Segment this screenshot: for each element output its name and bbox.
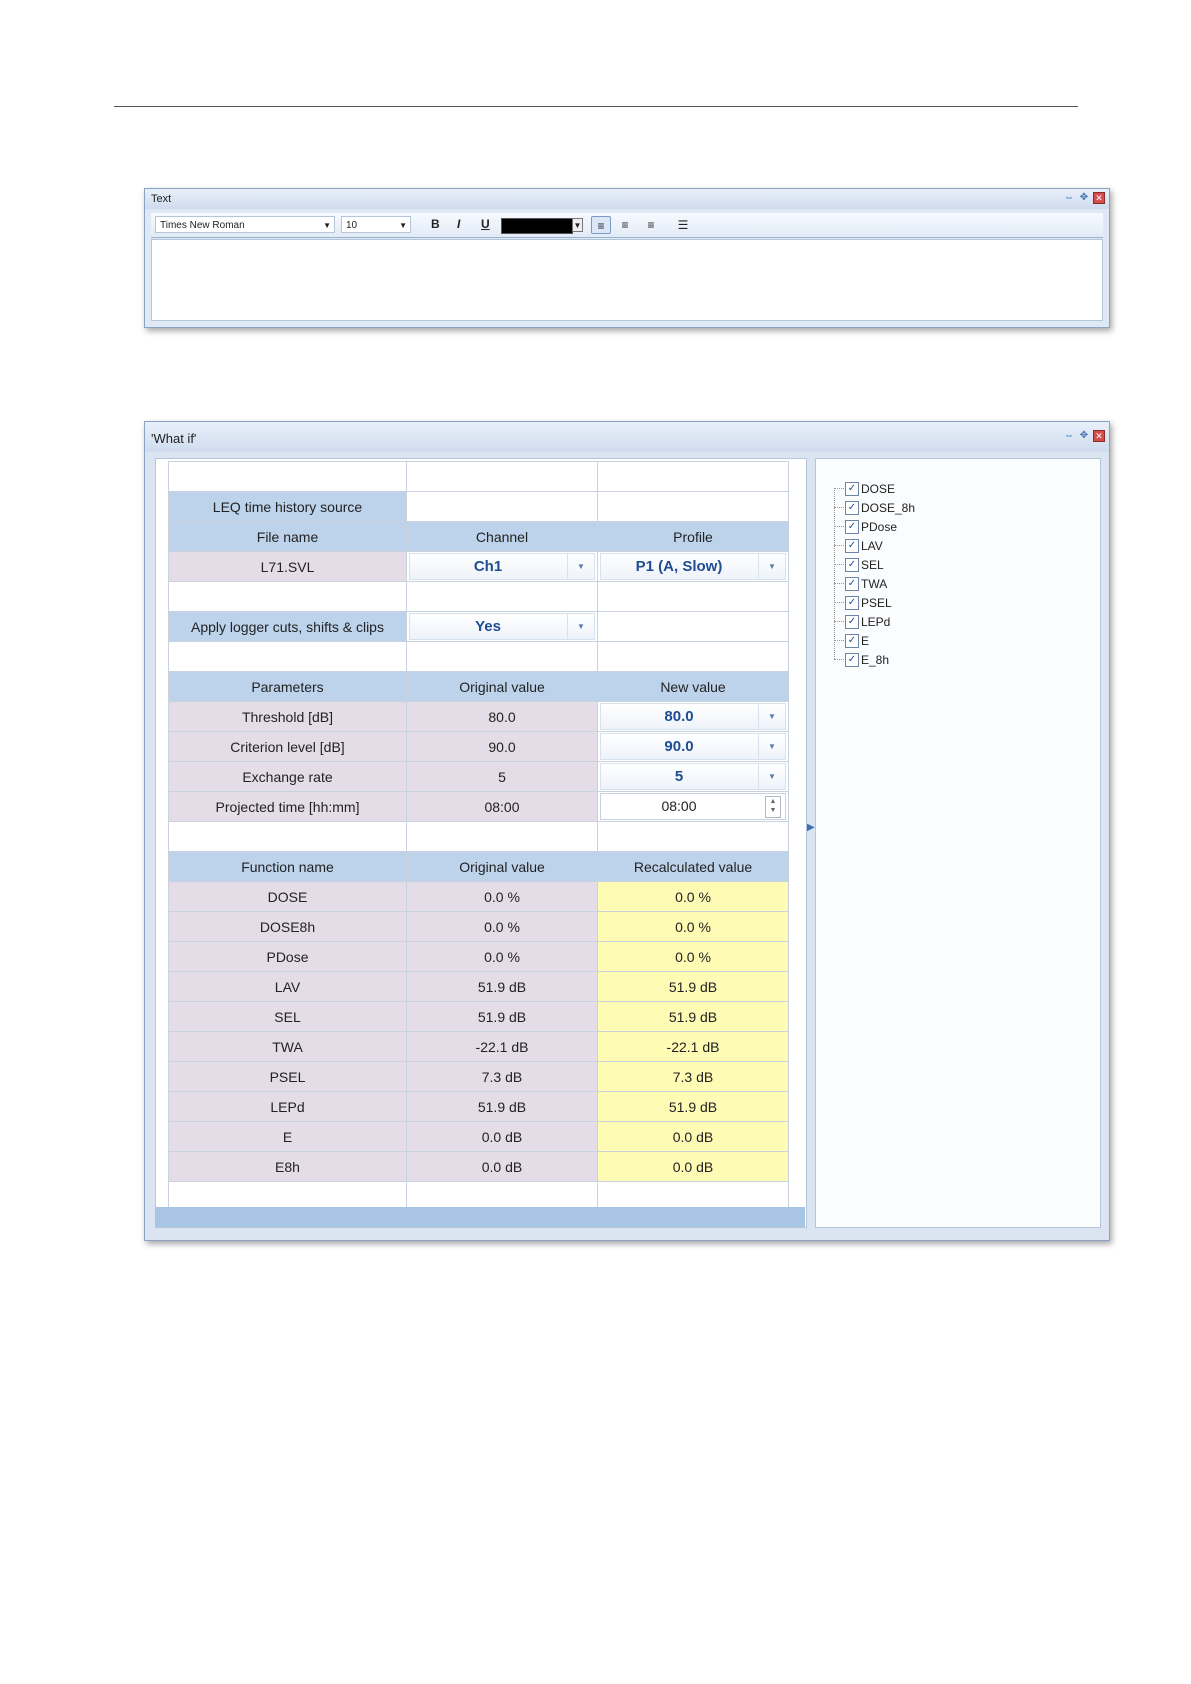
function-original: 51.9 dB	[407, 1092, 598, 1122]
tree-item[interactable]	[834, 536, 915, 555]
tree-connector	[834, 526, 844, 527]
maximize-icon[interactable]: ✥	[1079, 192, 1089, 203]
text-window	[144, 188, 1110, 328]
function-name: PSEL	[169, 1062, 407, 1092]
function-recalculated: -22.1 dB	[598, 1032, 789, 1062]
tree-item-label: DOSE_8h	[861, 500, 916, 515]
function-recalculated: 7.3 dB	[598, 1062, 789, 1092]
whatif-grid	[168, 461, 789, 1212]
function-name: PDose	[169, 942, 407, 972]
text-color-dropdown[interactable]: ▼	[572, 218, 583, 232]
tree-item-label: E	[861, 633, 870, 648]
tree-item-label: LAV	[861, 538, 883, 553]
text-window-title: Text	[151, 193, 172, 205]
tree-item-label: PSEL	[861, 595, 892, 610]
criterion-dropdown[interactable]	[600, 733, 786, 760]
whatif-window	[144, 421, 1110, 1241]
restore-icon[interactable]: ⇔	[1064, 192, 1074, 203]
tree-connector	[834, 564, 844, 565]
function-recalculated: 51.9 dB	[598, 972, 789, 1002]
tree-item[interactable]	[834, 650, 915, 669]
tree-item[interactable]	[834, 593, 915, 612]
function-tree-panel	[815, 458, 1101, 1228]
tree-item[interactable]	[834, 574, 915, 593]
panel-splitter[interactable]	[806, 458, 814, 1226]
param-row	[169, 792, 789, 822]
align-left-icon[interactable]: ≡	[591, 216, 611, 234]
function-row	[169, 1122, 789, 1152]
tree-item-label: E_8h	[861, 652, 890, 667]
align-right-icon[interactable]: ≡	[647, 218, 655, 232]
chevron-down-icon: ▼	[399, 221, 407, 230]
col-header-file-name: File name	[169, 522, 407, 552]
col-header-recalculated: Recalculated value	[598, 852, 789, 882]
apply-value: Yes	[475, 618, 501, 635]
param-name: Criterion level [dB]	[169, 732, 407, 762]
function-name: LEPd	[169, 1092, 407, 1122]
checkbox-icon[interactable]: ✓	[845, 634, 859, 648]
col-header-new-value: New value	[598, 672, 789, 702]
function-name: E	[169, 1122, 407, 1152]
function-name: DOSE8h	[169, 912, 407, 942]
tree-connector	[834, 545, 844, 546]
whatif-titlebar	[145, 422, 1109, 452]
italic-button[interactable]: I	[457, 217, 461, 231]
function-row	[169, 882, 789, 912]
col-header-function-original: Original value	[407, 852, 598, 882]
tree-item[interactable]	[834, 498, 915, 517]
function-row	[169, 1062, 789, 1092]
checkbox-icon[interactable]: ✓	[845, 577, 859, 591]
function-original: 0.0 %	[407, 942, 598, 972]
function-row	[169, 1002, 789, 1032]
checkbox-icon[interactable]: ✓	[845, 539, 859, 553]
text-window-titlebar	[145, 189, 1109, 209]
tree-item-label: LEPd	[861, 614, 891, 629]
text-toolbar	[151, 213, 1103, 238]
text-editor-area[interactable]	[151, 239, 1103, 321]
chevron-down-icon: ▼	[567, 614, 594, 639]
font-select-value: Times New Roman	[160, 220, 245, 231]
underline-button[interactable]: U	[481, 217, 490, 231]
col-header-function-name: Function name	[169, 852, 407, 882]
param-original: 08:00	[407, 792, 598, 822]
function-recalculated: 51.9 dB	[598, 1092, 789, 1122]
function-name: SEL	[169, 1002, 407, 1032]
tree-item[interactable]	[834, 612, 915, 631]
tree-item-label: SEL	[861, 557, 884, 572]
close-icon[interactable]: ✕	[1093, 430, 1105, 442]
col-header-original: Original value	[407, 672, 598, 702]
apply-label: Apply logger cuts, shifts & clips	[169, 612, 407, 642]
tree-connector	[834, 640, 844, 641]
chevron-right-icon: ▶	[807, 822, 815, 833]
param-row	[169, 762, 789, 792]
function-row	[169, 1152, 789, 1182]
tree-connector	[834, 602, 844, 603]
param-new: 80.0	[664, 708, 694, 725]
col-header-parameters: Parameters	[169, 672, 407, 702]
function-row	[169, 942, 789, 972]
param-new: 5	[674, 768, 684, 785]
grid-bottom-bar	[155, 1207, 805, 1227]
function-row	[169, 1032, 789, 1062]
function-row	[169, 912, 789, 942]
function-recalculated: 0.0 %	[598, 882, 789, 912]
param-name: Exchange rate	[169, 762, 407, 792]
checkbox-icon[interactable]: ✓	[845, 653, 859, 667]
param-original: 5	[407, 762, 598, 792]
param-row	[169, 702, 789, 732]
checkbox-icon[interactable]: ✓	[845, 615, 859, 629]
tree-connector	[834, 621, 844, 622]
param-row	[169, 732, 789, 762]
param-new: 90.0	[664, 738, 694, 755]
exchange-rate-dropdown[interactable]	[600, 763, 786, 790]
channel-value: Ch1	[473, 558, 503, 575]
whatif-grid-panel	[155, 458, 807, 1228]
col-header-profile: Profile	[598, 522, 789, 552]
function-row	[169, 1092, 789, 1122]
checkbox-icon[interactable]: ✓	[845, 501, 859, 515]
chevron-down-icon: ▼	[758, 554, 785, 579]
font-size-select[interactable]	[341, 216, 411, 233]
tree-connector	[834, 488, 844, 489]
close-icon[interactable]: ✕	[1093, 192, 1105, 204]
bullet-list-icon[interactable]: ☰	[677, 218, 689, 232]
tree-item[interactable]	[834, 555, 915, 574]
font-select[interactable]	[155, 216, 335, 233]
function-name: E8h	[169, 1152, 407, 1182]
checkbox-icon[interactable]: ✓	[845, 558, 859, 572]
function-original: 51.9 dB	[407, 972, 598, 1002]
restore-icon[interactable]: ⇔	[1064, 430, 1074, 441]
function-original: 0.0 dB	[407, 1122, 598, 1152]
font-size-value: 10	[346, 220, 358, 231]
function-original: 7.3 dB	[407, 1062, 598, 1092]
function-recalculated: 0.0 dB	[598, 1152, 789, 1182]
function-name: LAV	[169, 972, 407, 1002]
profile-value: P1 (A, Slow)	[635, 558, 723, 575]
tree-item[interactable]	[834, 479, 915, 498]
tree-connector	[834, 507, 844, 508]
function-original: -22.1 dB	[407, 1032, 598, 1062]
function-recalculated: 0.0 %	[598, 912, 789, 942]
function-original: 0.0 dB	[407, 1152, 598, 1182]
tree-item[interactable]	[834, 517, 915, 536]
projected-time-spinner[interactable]	[600, 793, 786, 820]
function-recalculated: 0.0 dB	[598, 1122, 789, 1152]
tree-connector	[834, 583, 844, 584]
spin-arrows-icon[interactable]: ▲ ▼	[765, 796, 781, 818]
checkbox-icon[interactable]: ✓	[845, 596, 859, 610]
col-header-channel: Channel	[407, 522, 598, 552]
tree-item[interactable]	[834, 631, 915, 650]
param-name: Threshold [dB]	[169, 702, 407, 732]
param-original: 90.0	[407, 732, 598, 762]
profile-dropdown[interactable]	[600, 553, 786, 580]
function-name: TWA	[169, 1032, 407, 1062]
apply-dropdown[interactable]	[409, 613, 595, 640]
tree-item-label: TWA	[861, 576, 888, 591]
function-original: 0.0 %	[407, 882, 598, 912]
chevron-down-icon: ▼	[758, 704, 785, 729]
bold-button[interactable]: B	[431, 217, 440, 231]
param-name: Projected time [hh:mm]	[169, 792, 407, 822]
tree-connector	[834, 659, 844, 660]
chevron-down-icon: ▼	[567, 554, 594, 579]
function-recalculated: 51.9 dB	[598, 1002, 789, 1032]
function-original: 51.9 dB	[407, 1002, 598, 1032]
param-original: 80.0	[407, 702, 598, 732]
file-name-value: L71.SVL	[169, 552, 407, 582]
function-name: DOSE	[169, 882, 407, 912]
function-row	[169, 972, 789, 1002]
checkbox-icon[interactable]: ✓	[845, 520, 859, 534]
tree-item-label: DOSE	[861, 481, 896, 496]
function-original: 0.0 %	[407, 912, 598, 942]
maximize-icon[interactable]: ✥	[1079, 430, 1089, 441]
checkbox-icon[interactable]: ✓	[845, 482, 859, 496]
align-center-icon[interactable]: ≡	[621, 218, 629, 232]
chevron-down-icon: ▼	[758, 734, 785, 759]
chevron-down-icon: ▼	[323, 221, 331, 230]
channel-dropdown[interactable]	[409, 553, 595, 580]
param-new: 08:00	[661, 798, 697, 814]
text-color-swatch[interactable]	[501, 218, 573, 234]
tree-item-label: PDose	[861, 519, 898, 534]
function-recalculated: 0.0 %	[598, 942, 789, 972]
threshold-dropdown[interactable]	[600, 703, 786, 730]
whatif-title: 'What if'	[151, 431, 197, 446]
function-tree	[834, 479, 915, 669]
page-rule	[114, 106, 1078, 107]
chevron-down-icon: ▼	[758, 764, 785, 789]
source-label: LEQ time history source	[169, 492, 407, 522]
